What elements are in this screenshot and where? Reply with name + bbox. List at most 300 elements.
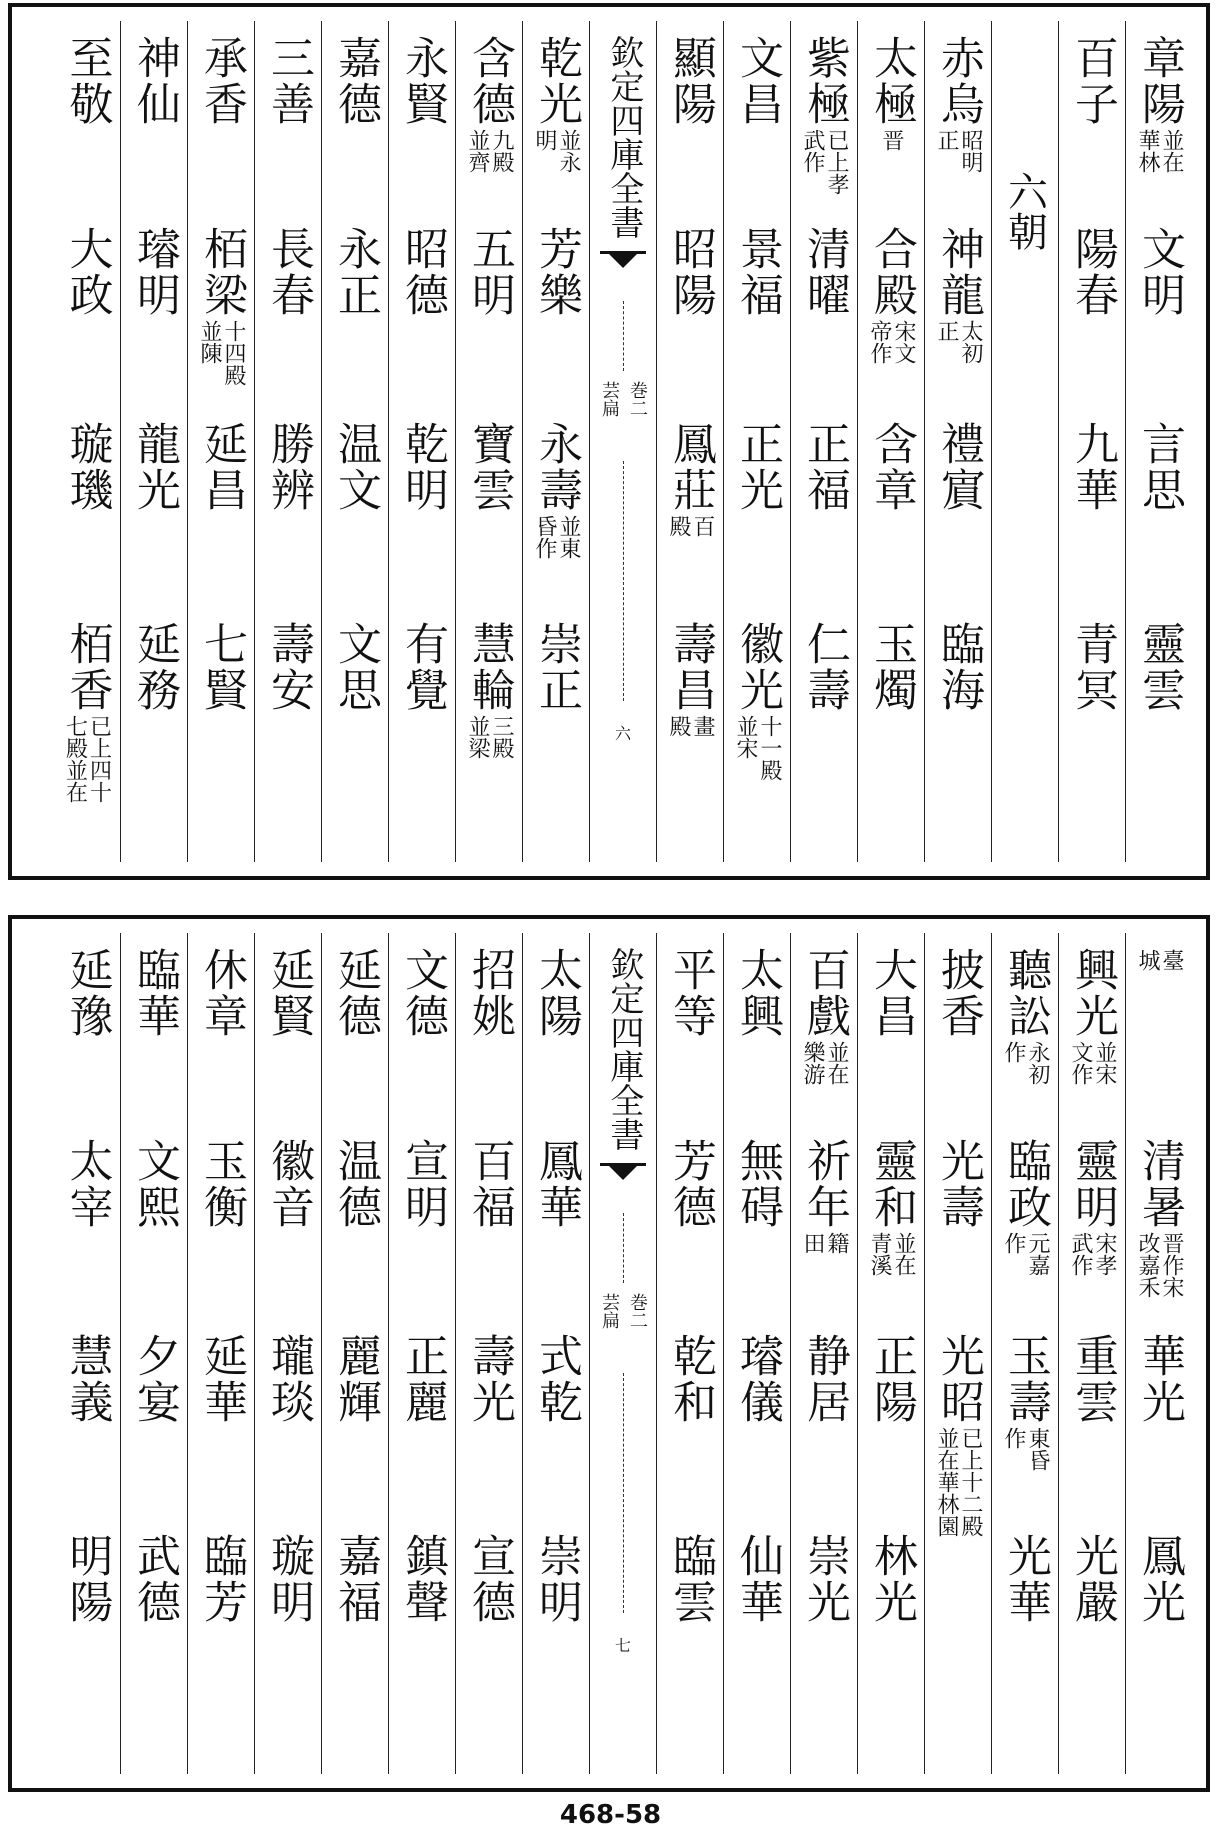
annotation: [466, 129, 512, 173]
hall-name-entry: [389, 226, 455, 318]
hall-name-entry: [255, 226, 321, 318]
hall-name-entry: [53, 1533, 120, 1625]
hall-name-entry: [925, 621, 991, 713]
section-label-line: 芸扁: [599, 381, 620, 417]
hall-name-entry: [1059, 226, 1125, 318]
hall-name-entry: [523, 1333, 589, 1425]
hall-name: 臨海: [933, 621, 984, 713]
section-label-line: 巻二: [627, 381, 648, 417]
annotation-line: 並宋: [733, 715, 758, 759]
center-fold-column: [589, 933, 656, 1774]
hall-name-entry: [724, 1533, 790, 1625]
hall-name-entry: [791, 226, 857, 318]
hall-name-entry: [523, 226, 589, 318]
hall-name-entry: [456, 226, 522, 318]
hall-name: 靈雲: [1134, 621, 1185, 713]
hall-name: 言思: [1134, 421, 1185, 513]
hall-name: 延德: [330, 947, 381, 1039]
center-fold-column: [589, 21, 656, 862]
hall-name: 大昌: [866, 947, 917, 1039]
hall-name-entry: [724, 947, 790, 1039]
hall-name: 清曜: [799, 226, 850, 318]
bottom-page: [8, 915, 1210, 1792]
hall-name-entry: [322, 621, 388, 713]
hall-name-entry: [188, 621, 254, 713]
hall-name-entry: [657, 35, 723, 127]
annotation-line: 作: [1001, 1041, 1026, 1063]
text-column: [924, 21, 991, 862]
hall-name: 璇璣: [61, 421, 113, 513]
hall-name: 延昌: [196, 421, 247, 513]
annotation: [1069, 1232, 1115, 1276]
hall-name-entry: [791, 35, 857, 195]
hall-name-entry: [188, 421, 254, 513]
text-column: [656, 933, 723, 1774]
hall-name-entry: [791, 1138, 857, 1254]
annotation-line: 東昏: [1025, 1427, 1050, 1471]
hall-name-entry: [791, 1333, 857, 1425]
hall-name: 芳德: [665, 1138, 716, 1230]
annotation-line: 已上四十: [86, 715, 112, 803]
hall-name-entry: [858, 621, 924, 713]
hall-name-entry: [255, 421, 321, 513]
hall-name: 嘉福: [330, 1533, 381, 1625]
annotation-line: 並宋: [1092, 1041, 1117, 1085]
fishtail-mark: [600, 1163, 646, 1192]
hall-name: 光嚴: [1067, 1533, 1118, 1625]
hall-name-entry: [322, 947, 388, 1039]
hall-name-entry: [523, 35, 589, 173]
annotation-line: 文作: [1068, 1041, 1093, 1085]
hall-name: 無碍: [732, 1138, 783, 1230]
hall-name: 璿明: [129, 226, 180, 318]
hall-name: 正陽: [866, 1333, 917, 1425]
annotation-line: 並陳: [197, 320, 222, 364]
text-column: [857, 21, 924, 862]
hall-name: 有覺: [397, 621, 448, 713]
annotation-line: 百: [690, 515, 715, 537]
hall-name-entry: [389, 1533, 455, 1625]
hall-name-entry: [858, 1138, 924, 1276]
hall-name-entry: [657, 1533, 723, 1625]
hall-name: 昭陽: [665, 226, 716, 318]
hall-name: 含德: [464, 35, 515, 127]
hall-name-entry: [657, 621, 723, 737]
hall-name: 太宰: [61, 1138, 113, 1230]
hall-name-entry: [791, 421, 857, 513]
hall-name-entry: [724, 1333, 790, 1425]
hall-name: 璇明: [263, 1533, 314, 1625]
hall-name: 寶雲: [464, 421, 515, 513]
hall-name-entry: [53, 621, 120, 803]
hall-name: 至敬: [61, 35, 113, 127]
annotation-line: 並在: [1159, 129, 1184, 173]
hall-name-entry: [925, 1333, 991, 1537]
section-label-line: 巻二: [627, 1293, 648, 1329]
hall-name: 麗輝: [330, 1333, 381, 1425]
annotation-line: 籍: [824, 1232, 849, 1254]
hall-name: 式乾: [531, 1333, 582, 1425]
annotation-line: 昏作: [532, 515, 557, 559]
hall-name-entry: [925, 226, 991, 364]
annotation-line: 並永: [556, 129, 581, 173]
hall-name-entry: [322, 1138, 388, 1230]
annotation-line: 太初: [958, 320, 983, 364]
hall-name: 栢梁: [196, 226, 247, 318]
hall-name: 武德: [129, 1533, 180, 1625]
annotation-line: 武作: [1068, 1232, 1093, 1276]
hall-name: 九華: [1067, 421, 1118, 513]
hall-name-entry: [1126, 947, 1192, 971]
hall-name-entry: [255, 947, 321, 1039]
hall-name-entry: [1059, 1533, 1125, 1625]
hall-name-entry: [255, 1138, 321, 1230]
fishtail-mark: [600, 251, 646, 280]
leaf-number: 七: [614, 1636, 631, 1655]
hall-name: 宣明: [397, 1138, 448, 1230]
hall-name: 文熙: [129, 1138, 180, 1230]
text-column: [254, 21, 321, 862]
hall-name-entry: [724, 35, 790, 127]
hall-name-entry: [791, 1533, 857, 1625]
text-column: [120, 21, 187, 862]
hall-name: 清暑: [1134, 1138, 1185, 1230]
fold-line: [623, 1213, 624, 1283]
text-column: [321, 933, 388, 1774]
text-column: [254, 933, 321, 1774]
annotation-line: 華林: [1135, 129, 1160, 173]
hall-name-entry: [255, 1333, 321, 1425]
hall-name: 仁壽: [799, 621, 850, 713]
hall-name: 合殿: [866, 226, 917, 318]
hall-name-entry: [657, 226, 723, 318]
hall-name-entry: [724, 621, 790, 781]
hall-name-entry: [858, 226, 924, 364]
hall-name-entry: [456, 421, 522, 513]
hall-name: 延華: [196, 1333, 247, 1425]
text-column: [723, 21, 790, 862]
hall-name-entry: [322, 421, 388, 513]
hall-name: 光壽: [933, 1138, 984, 1230]
text-column: [53, 21, 120, 862]
hall-name-entry: [255, 35, 321, 127]
hall-name: 含章: [866, 421, 917, 513]
text-column: [790, 21, 857, 862]
hall-name: 嘉德: [330, 35, 381, 127]
hall-name: 永壽: [531, 421, 582, 513]
hall-name: 平等: [665, 947, 716, 1039]
hall-name: 正光: [732, 421, 783, 513]
hall-name-entry: [389, 1333, 455, 1425]
hall-name-entry: [858, 1533, 924, 1625]
hall-name: 祈年: [799, 1138, 850, 1230]
annotation: [935, 320, 981, 364]
annotation: [868, 320, 914, 364]
section-label-line: 芸扁: [599, 1293, 620, 1329]
text-column: [120, 933, 187, 1774]
text-column: [723, 933, 790, 1774]
hall-name-entry: [858, 35, 924, 151]
hall-name: 正麗: [397, 1333, 448, 1425]
hall-name: 青冥: [1067, 621, 1118, 713]
hall-name-entry: [1126, 35, 1192, 173]
text-column: [187, 933, 254, 1774]
hall-name: 鎮聲: [397, 1533, 448, 1625]
hall-name-entry: [389, 1138, 455, 1230]
hall-name: 臨華: [129, 947, 180, 1039]
hall-name: 仙華: [732, 1533, 783, 1625]
hall-name: 勝辨: [263, 421, 314, 513]
hall-name-entry: [523, 947, 589, 1039]
hall-name: 七賢: [196, 621, 247, 713]
hall-name: 光昭: [933, 1333, 984, 1425]
hall-name: 太極: [866, 35, 917, 127]
hall-name-entry: [1059, 35, 1125, 127]
hall-name-entry: [657, 421, 723, 537]
hall-name: 顯陽: [665, 35, 716, 127]
hall-name: 静居: [799, 1333, 850, 1425]
hall-name: 臨政: [1000, 1138, 1051, 1230]
hall-name-entry: [121, 947, 187, 1039]
hall-name-entry: [925, 947, 991, 1039]
hall-name-entry: [456, 1533, 522, 1625]
annotation-line: 作: [1001, 1232, 1026, 1254]
dynasty-heading: 六朝: [1001, 171, 1048, 251]
hall-name: 承香: [196, 35, 247, 127]
annotation: [801, 1041, 847, 1085]
leaf-number: 六: [614, 724, 631, 743]
hall-name-entry: [1059, 1333, 1125, 1425]
annotation-line: 正: [934, 320, 959, 342]
hall-name: 靈和: [866, 1138, 917, 1230]
text-column: [1125, 933, 1192, 1774]
hall-name-entry: [322, 226, 388, 318]
hall-name-entry: [724, 421, 790, 513]
annotation: [1002, 1232, 1048, 1276]
hall-name-entry: [1126, 1333, 1192, 1425]
annotation: [1136, 949, 1182, 971]
text-column: [991, 933, 1058, 1774]
bottom-page-columns: [26, 933, 1192, 1774]
hall-name: 禮賔: [933, 421, 984, 513]
hall-name: 夕宴: [129, 1333, 180, 1425]
hall-name-entry: [389, 35, 455, 127]
hall-name-entry: [858, 421, 924, 513]
hall-name-entry: [456, 947, 522, 1039]
hall-name: 瓏琰: [263, 1333, 314, 1425]
hall-name: 乾和: [665, 1333, 716, 1425]
annotation-line: 並在華林園: [934, 1427, 959, 1537]
hall-name-entry: [1126, 621, 1192, 713]
hall-name-entry: [925, 35, 991, 173]
annotation-line: 改嘉禾: [1135, 1232, 1160, 1298]
annotation: [64, 715, 110, 803]
hall-name: 靈明: [1067, 1138, 1118, 1230]
hall-name-entry: [1126, 1138, 1192, 1298]
hall-name: 璿儀: [732, 1333, 783, 1425]
annotation-line: 十一殿: [757, 715, 782, 781]
annotation-line: 城: [1135, 949, 1160, 971]
annotation-line: 武作: [800, 129, 825, 173]
hall-name: 百子: [1067, 35, 1118, 127]
hall-name-entry: [53, 226, 120, 318]
hall-name: 臨雲: [665, 1533, 716, 1625]
hall-name: 徽光: [732, 621, 783, 713]
hall-name: 慧義: [61, 1333, 113, 1425]
text-column: [790, 933, 857, 1774]
annotation-line: 田: [800, 1232, 825, 1254]
hall-name-entry: [992, 947, 1058, 1085]
annotation-line: 元嘉: [1025, 1232, 1050, 1276]
annotation-line: 殿: [666, 515, 691, 537]
hall-name: 玉燭: [866, 621, 917, 713]
text-column: [388, 21, 455, 862]
hall-name-entry: [1059, 1138, 1125, 1276]
hall-name: 文昌: [732, 35, 783, 127]
hall-name-entry: [523, 1533, 589, 1625]
annotation-line: 並梁: [465, 715, 490, 759]
annotation-line: 宋孝: [1092, 1232, 1117, 1276]
hall-name-entry: [53, 421, 120, 513]
hall-name: 壽光: [464, 1333, 515, 1425]
hall-name-entry: [1126, 421, 1192, 513]
hall-name: 景福: [732, 226, 783, 318]
hall-name-entry: [322, 35, 388, 127]
annotation: [801, 1232, 847, 1254]
annotation-line: 三殿: [489, 715, 514, 759]
hall-name: 華光: [1134, 1333, 1185, 1425]
hall-name: 百福: [464, 1138, 515, 1230]
hall-name-entry: [925, 421, 991, 513]
hall-name-entry: [456, 1138, 522, 1230]
annotation: [198, 320, 244, 386]
hall-name: 乾明: [397, 421, 448, 513]
hall-name: 文思: [330, 621, 381, 713]
hall-name: 徽音: [263, 1138, 314, 1230]
hall-name-entry: [188, 1333, 254, 1425]
top-page-columns: [26, 21, 1192, 862]
annotation: [533, 515, 579, 559]
annotation-line: 昭明: [958, 129, 983, 173]
hall-name-entry: [1126, 1533, 1192, 1625]
annotation-line: 晋作宋: [1159, 1232, 1184, 1298]
annotation-line: 七殿並在: [62, 715, 88, 803]
hall-name: 文德: [397, 947, 448, 1039]
hall-name-entry: [724, 226, 790, 318]
hall-name-entry: [188, 947, 254, 1039]
section-label: [590, 1293, 656, 1329]
hall-name: 林光: [866, 1533, 917, 1625]
hall-name-entry: [1059, 621, 1125, 713]
hall-name: 百戲: [799, 947, 850, 1039]
hall-name-entry: [322, 1333, 388, 1425]
hall-name-entry: [992, 1138, 1058, 1276]
hall-name-entry: [121, 1533, 187, 1625]
hall-name: 壽安: [263, 621, 314, 713]
hall-name-entry: [523, 421, 589, 559]
annotation-line: 明: [532, 129, 557, 151]
text-column: [857, 933, 924, 1774]
hall-name-entry: [456, 621, 522, 759]
hall-name: 太興: [732, 947, 783, 1039]
hall-name: 昭德: [397, 226, 448, 318]
hall-name: 文明: [1134, 226, 1185, 318]
text-column: [1058, 933, 1125, 1774]
text-column: [455, 21, 522, 862]
annotation-line: 正: [934, 129, 959, 151]
hall-name-entry: [657, 1333, 723, 1425]
fold-line: [623, 301, 624, 371]
hall-name: 崇光: [799, 1533, 850, 1625]
annotation-line: 殿: [666, 715, 691, 737]
annotation-line: 帝作: [867, 320, 892, 364]
hall-name: 五明: [464, 226, 515, 318]
text-column: [187, 21, 254, 862]
hall-name-entry: [188, 226, 254, 386]
hall-name: 永賢: [397, 35, 448, 127]
hall-name-entry: [121, 226, 187, 318]
text-column: [656, 21, 723, 862]
annotation-line: 並東: [556, 515, 581, 559]
hall-name: 赤烏: [933, 35, 984, 127]
hall-name: 披香: [933, 947, 984, 1039]
annotation-line: 已上孝: [824, 129, 849, 195]
hall-name: 壽昌: [665, 621, 716, 713]
hall-name-entry: [53, 35, 120, 127]
hall-name-entry: [53, 1138, 120, 1230]
hall-name: 龍光: [129, 421, 180, 513]
hall-name: 神仙: [129, 35, 180, 127]
book-title: 欽定四庫全書: [603, 35, 644, 239]
hall-name: 正福: [799, 421, 850, 513]
annotation: [1136, 129, 1182, 173]
page-footer-number: 468-58: [559, 1800, 662, 1830]
hall-name: 紫極: [799, 35, 850, 127]
hall-name-entry: [389, 621, 455, 713]
annotation-line: 九殿: [489, 129, 514, 173]
hall-name-entry: [858, 1333, 924, 1425]
hall-name-entry: [724, 1138, 790, 1230]
hall-name: 神龍: [933, 226, 984, 318]
hall-name-entry: [523, 1138, 589, 1230]
annotation: [1002, 1041, 1048, 1085]
annotation: [1136, 1232, 1182, 1298]
annotation-line: 臺: [1159, 949, 1184, 971]
text-column: [53, 933, 120, 1774]
hall-name-entry: [456, 35, 522, 173]
annotation: [1069, 1041, 1115, 1085]
hall-name: 鳳光: [1134, 1533, 1185, 1625]
annotation: [935, 129, 981, 173]
hall-name: 休章: [196, 947, 247, 1039]
annotation: [801, 129, 847, 195]
annotation-line: 青溪: [867, 1232, 892, 1276]
hall-name-entry: [657, 947, 723, 1039]
hall-name: 鳳華: [531, 1138, 582, 1230]
annotation-line: 十四殿: [221, 320, 246, 386]
hall-name: 明陽: [61, 1533, 113, 1625]
hall-name: 延務: [129, 621, 180, 713]
hall-name-entry: [121, 1138, 187, 1230]
text-column: [388, 933, 455, 1774]
hall-name-entry: [1126, 226, 1192, 318]
annotation: [868, 1232, 914, 1276]
hall-name-entry: [791, 621, 857, 713]
hall-name: 慧輪: [464, 621, 515, 713]
hall-name: 光華: [1000, 1533, 1051, 1625]
hall-name-entry: [188, 1138, 254, 1230]
hall-name-entry: [121, 421, 187, 513]
